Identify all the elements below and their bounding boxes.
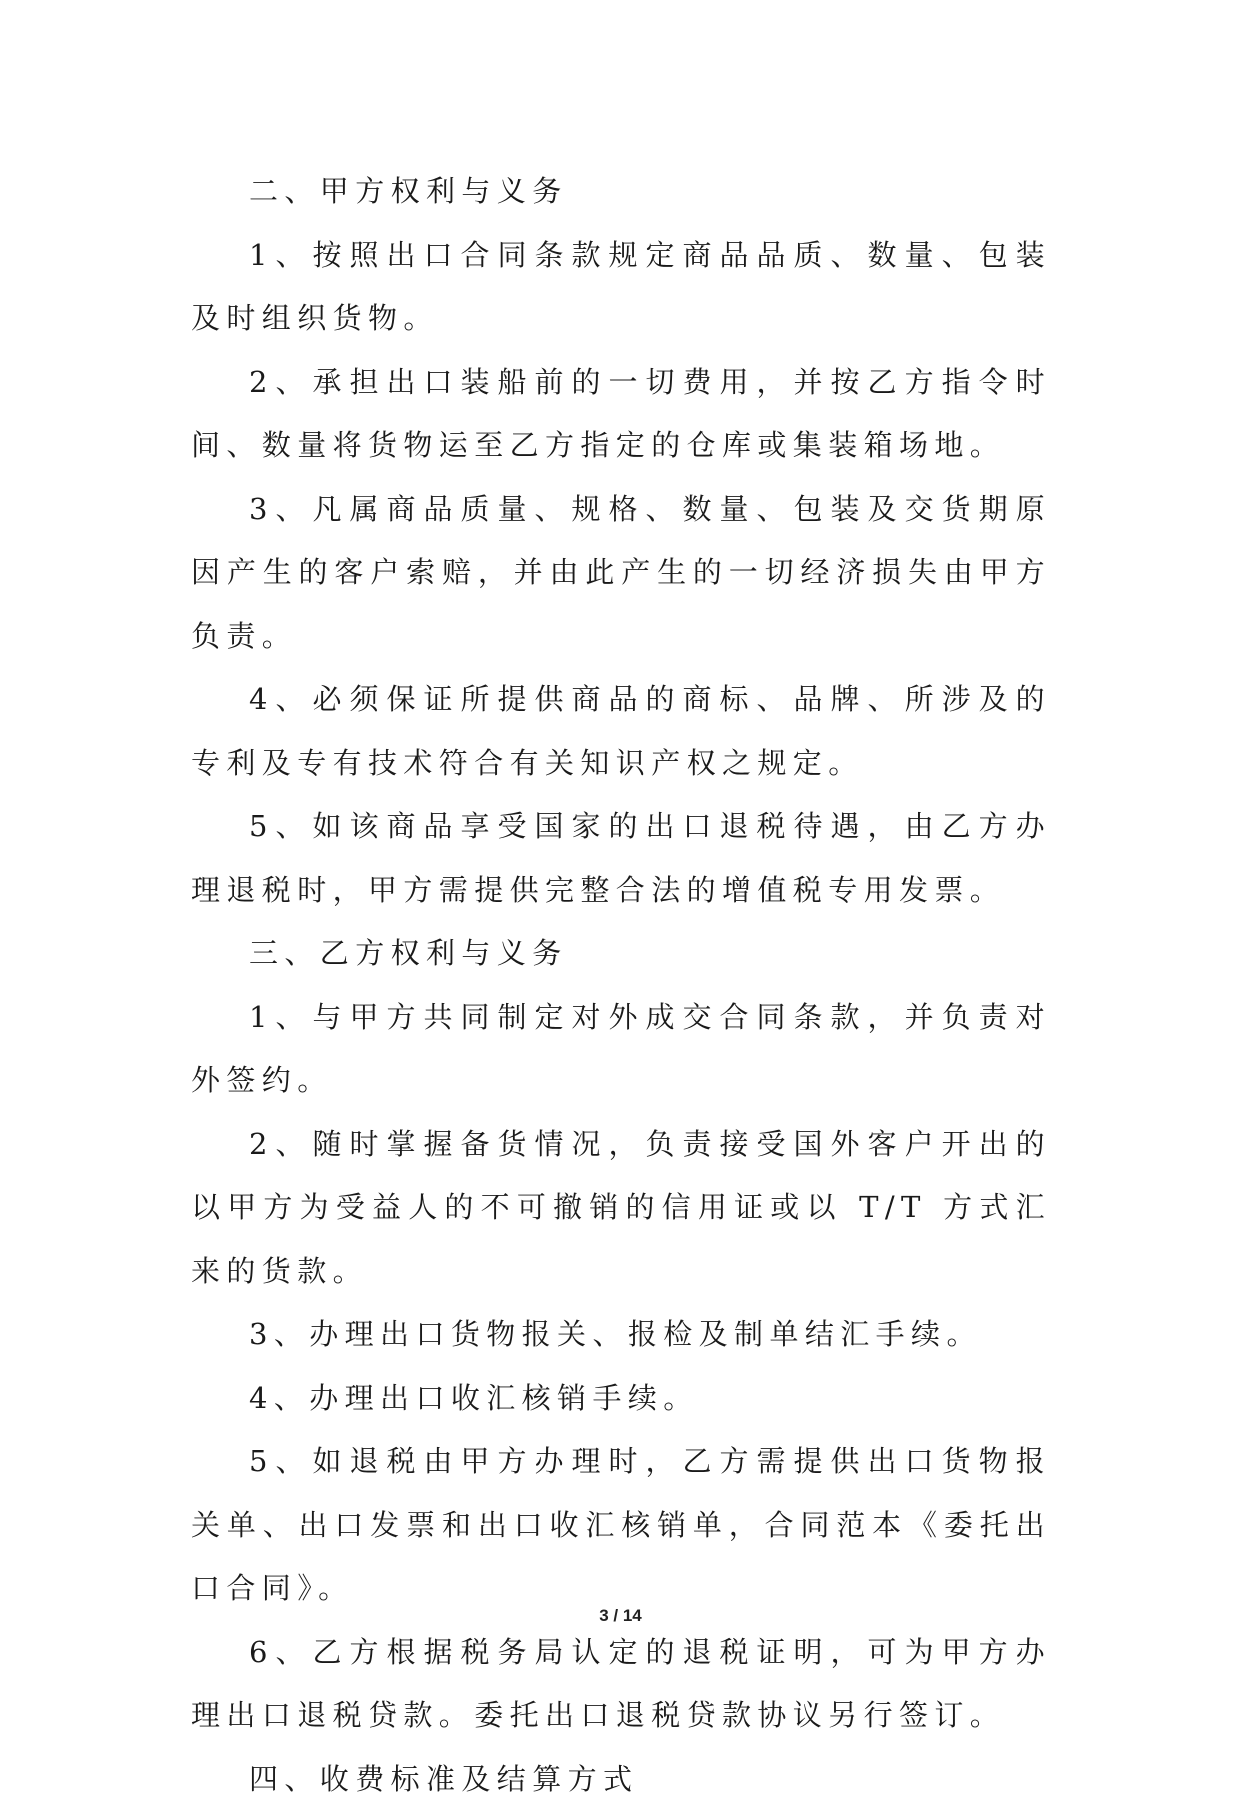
section-heading: 二、甲方权利与义务 <box>191 160 1051 224</box>
clause-paragraph: 4、必须保证所提供商品的商标、品牌、所涉及的专利及专有技术符合有关知识产权之规定。 <box>191 668 1051 795</box>
clause-paragraph: 3、凡属商品质量、规格、数量、包装及交货期原因产生的客户索赔，并由此产生的一切经济损失由甲方负责。 <box>191 478 1051 669</box>
clause-paragraph: 5、如退税由甲方办理时，乙方需提供出口货物报关单、出口发票和出口收汇核销单，合同范本《委托出口合同》。 <box>191 1430 1051 1621</box>
clause-paragraph: 1、按照出口合同条款规定商品品质、数量、包装及时组织货物。 <box>191 224 1051 351</box>
clause-paragraph: 1、与甲方共同制定对外成交合同条款，并负责对外签约。 <box>191 986 1051 1113</box>
clause-paragraph: 3、办理出口货物报关、报检及制单结汇手续。 <box>191 1303 1051 1367</box>
document-body <box>191 160 1051 1811</box>
page-number: 3 / 14 <box>0 1606 1241 1626</box>
section-heading: 四、收费标准及结算方式 <box>191 1748 1051 1811</box>
clause-paragraph: 5、如该商品享受国家的出口退税待遇，由乙方办理退税时，甲方需提供完整合法的增值税专用发票。 <box>191 795 1051 922</box>
clause-paragraph: 2、承担出口装船前的一切费用，并按乙方指令时间、数量将货物运至乙方指定的仓库或集装箱场地。 <box>191 351 1051 478</box>
clause-paragraph: 2、随时掌握备货情况，负责接受国外客户开出的以甲方为受益人的不可撤销的信用证或以 T/T 方式汇来的货款。 <box>191 1113 1051 1304</box>
clause-paragraph: 6、乙方根据税务局认定的退税证明，可为甲方办理出口退税贷款。委托出口退税贷款协议另行签订。 <box>191 1621 1051 1748</box>
section-heading: 三、乙方权利与义务 <box>191 922 1051 986</box>
clause-paragraph: 4、办理出口收汇核销手续。 <box>191 1367 1051 1431</box>
